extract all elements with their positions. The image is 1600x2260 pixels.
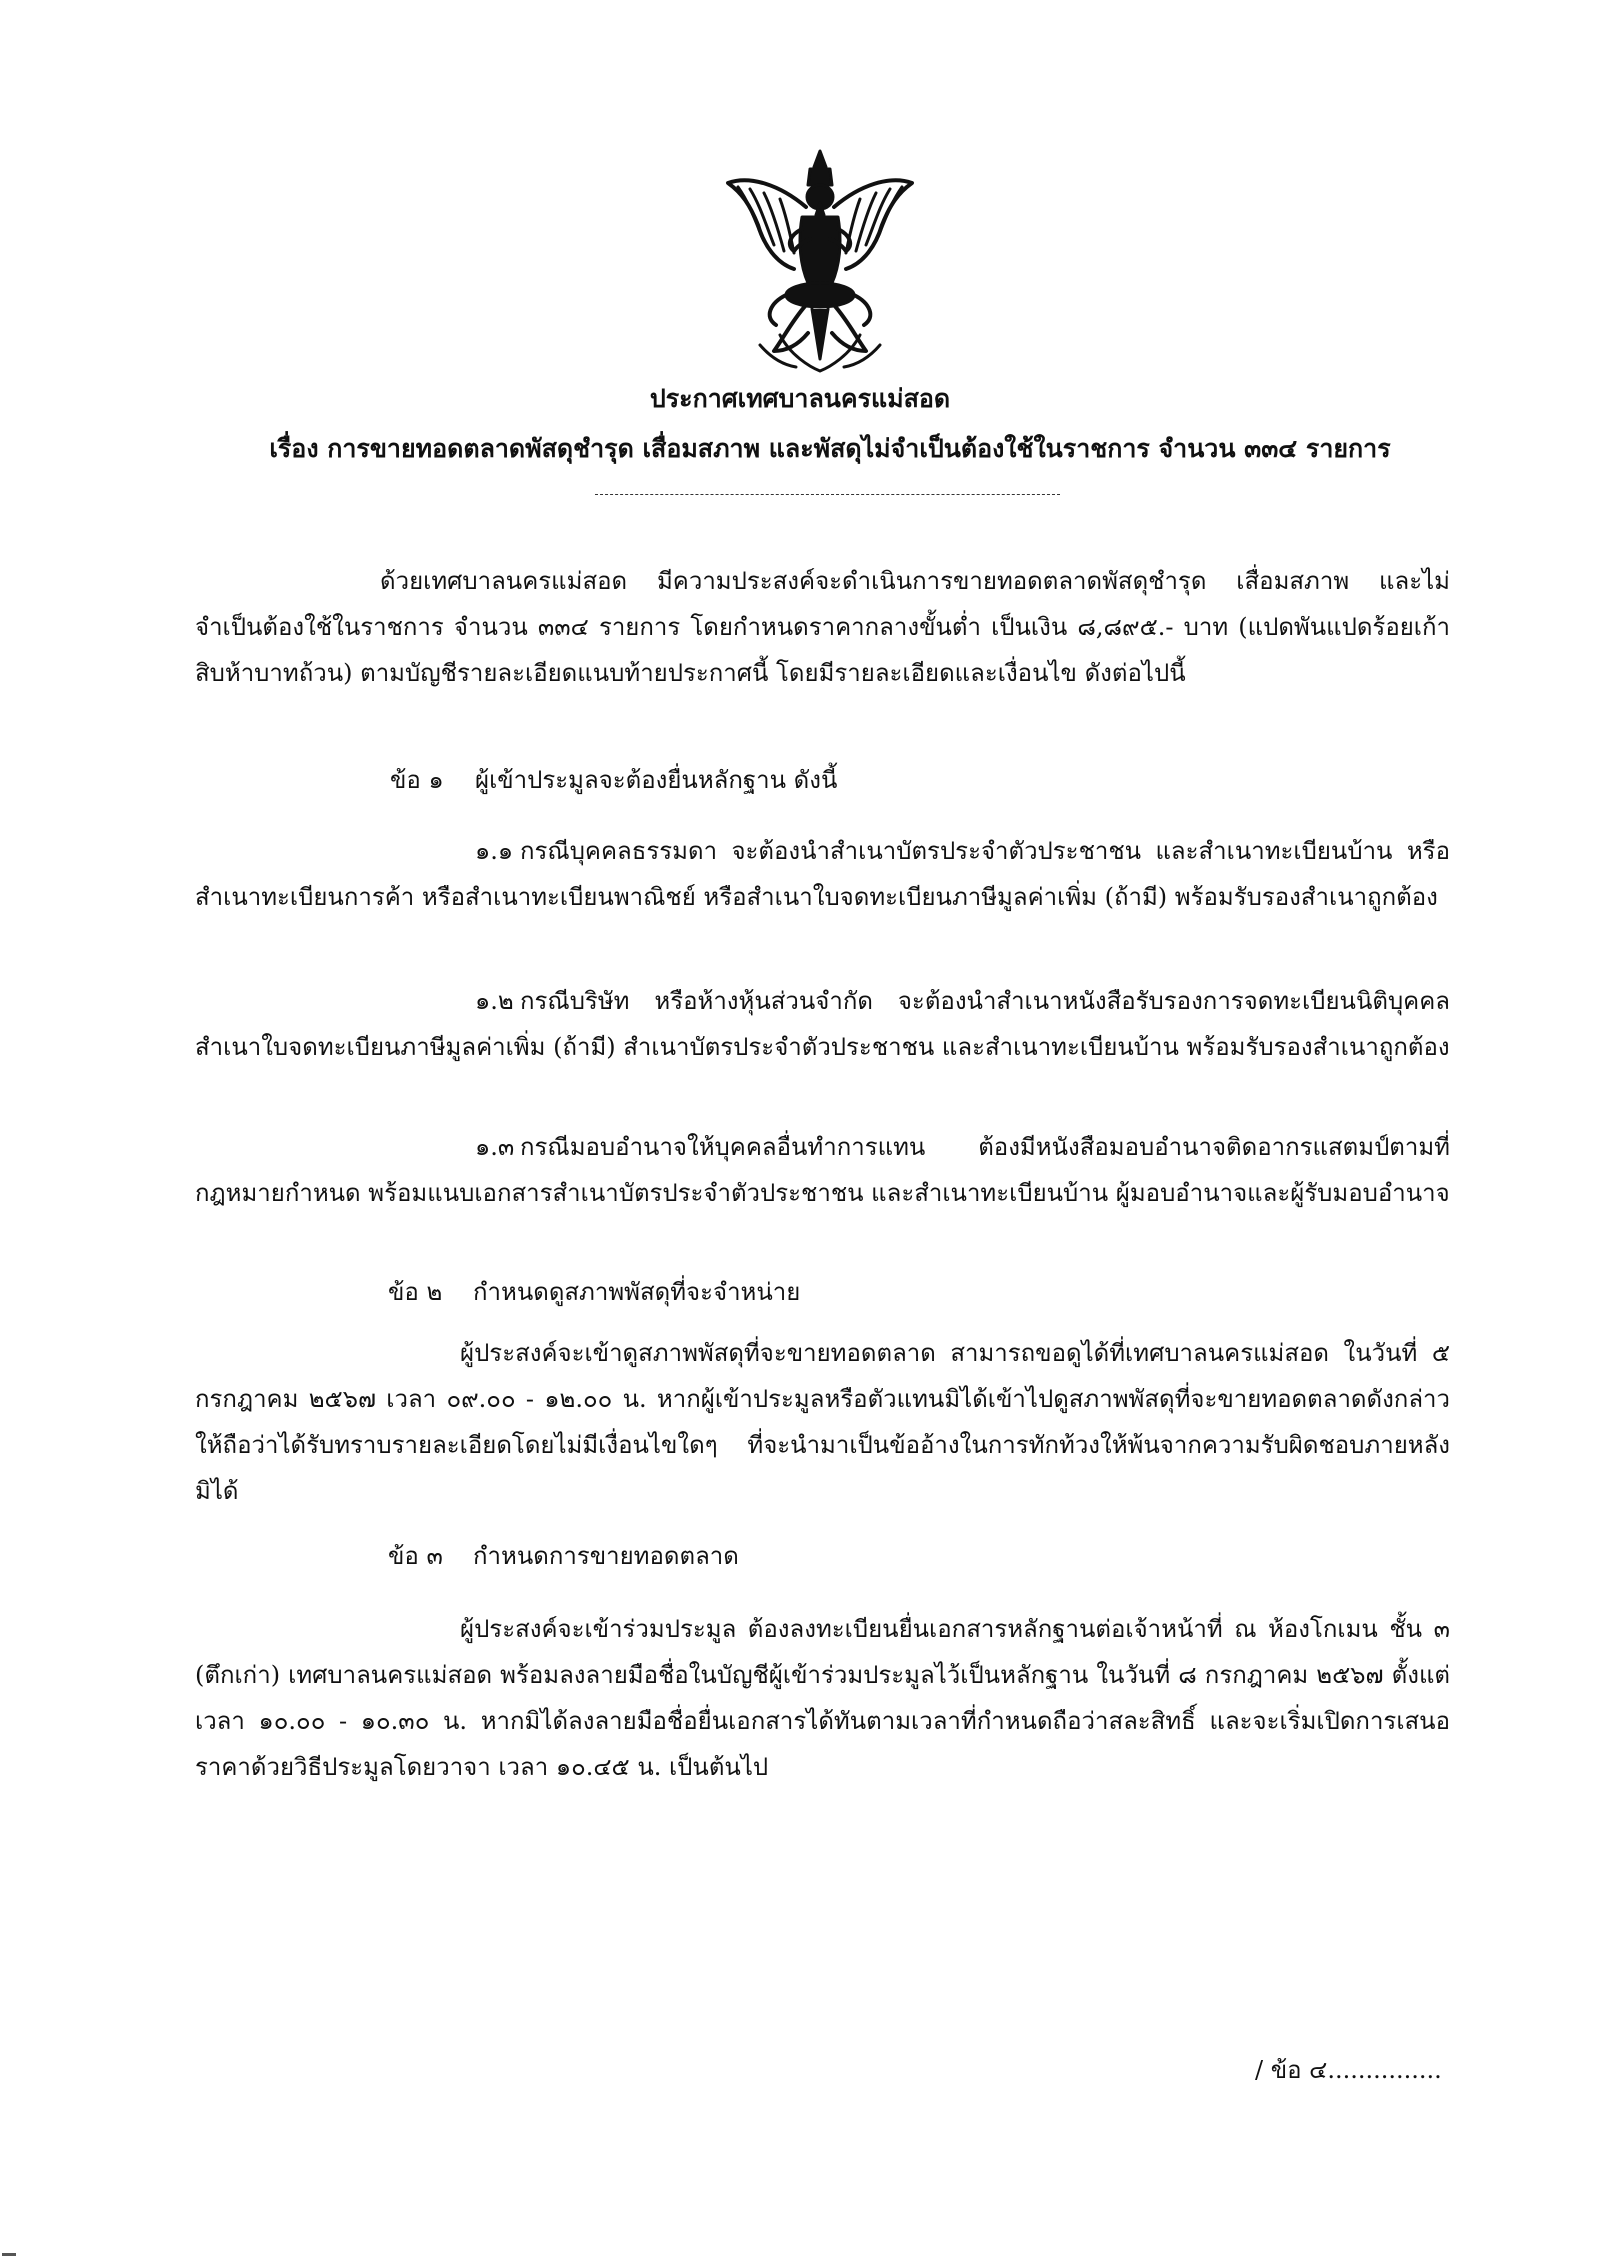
clause-3-text: ผู้ประสงค์จะเข้าร่วมประมูล ต้องลงทะเบียนยื่นเอกสารหลักฐานต่อเจ้าหน้าที่ ณ ห้องโกเมน ชั้น ๓ (ตึกเก่า) เทศบาลนครแม่สอด พร้อมลงลายมือชื่อในบัญชีผู้เข้าร่วมประมูลไว้เป็นหลักฐาน ในวันที่ ๘ กรกฎาคม ๒๕๖๗ ตั้งแต่เวลา ๑๐.๐๐ - ๑๐.๓๐ น. หากมิได้ลงลายมือชื่อยื่นเอกสารได้ทันตามเวลาที่กำหนดถือว่าสละสิทธิ์ และจะเริ่มเปิดการเสนอราคาด้วยวิธีประมูลโดยวาจา เวลา ๑๐.๔๕ น. เป็นต้นไป bbox=[195, 1615, 1450, 1781]
clause-1-3-text: กรณีมอบอำนาจให้บุคคลอื่นทำการแทน ต้องมีหนังสือมอบอำนาจติดอากรแสตมป์ตามที่กฎหมายกำหนด พร้อมแนบเอกสารสำเนาบัตรประจำตัวประชาชน และสำเนาทะเบียนบ้าน ผู้มอบอำนาจและผู้รับมอบอำนาจ bbox=[195, 1133, 1450, 1207]
clause-1-3-number: ๑.๓ bbox=[475, 1133, 515, 1161]
clause-1-number: ข้อ ๑ bbox=[390, 766, 444, 794]
intro-text: ด้วยเทศบาลนครแม่สอด มีความประสงค์จะดำเนินการขายทอดตลาดพัสดุชำรุด เสื่อมสภาพ และไม่จำเป็นต้องใช้ในราชการ จำนวน ๓๓๔ รายการ โดยกำหนดราคากลางขั้นต่ำ เป็นเงิน ๘,๘๙๕.- บาท (แปดพันแปดร้อยเก้าสิบห้าบาทถ้วน) ตามบัญชีรายละเอียดแนบท้ายประกาศนี้ โดยมีรายละเอียดและเงื่อนไข ดังต่อไปนี้ bbox=[195, 567, 1450, 687]
clause-3-heading bbox=[388, 1536, 739, 1576]
clause-1-3 bbox=[195, 1124, 1450, 1216]
clause-3-body bbox=[195, 1606, 1450, 1790]
announcement-subject: เรื่อง การขายทอดตลาดพัสดุชำรุด เสื่อมสภาพ และพัสดุไม่จำเป็นต้องใช้ในราชการ จำนวน ๓๓๔ รายการ bbox=[269, 434, 1391, 463]
scan-mark bbox=[2, 2253, 16, 2256]
title-divider bbox=[595, 494, 1060, 495]
clause-2-text: ผู้ประสงค์จะเข้าดูสภาพพัสดุที่จะขายทอดตลาด สามารถขอดูได้ที่เทศบาลนครแม่สอด ในวันที่ ๕ กรกฎาคม ๒๕๖๗ เวลา ๐๙.๐๐ - ๑๒.๐๐ น. หากผู้เข้าประมูลหรือตัวแทนมิได้เข้าไปดูสภาพพัสดุที่จะขายทอดตลาดดังกล่าว ให้ถือว่าได้รับทราบรายละเอียดโดยไม่มีเงื่อนไขใดๆ ที่จะนำมาเป็นข้ออ้างในการทักท้วงให้พ้นจากความรับผิดชอบภายหลังมิได้ bbox=[195, 1339, 1450, 1505]
clause-3-number: ข้อ ๓ bbox=[388, 1542, 443, 1570]
clause-2-title: กำหนดดูสภาพพัสดุที่จะจำหน่าย bbox=[473, 1278, 801, 1306]
clause-2-number: ข้อ ๒ bbox=[388, 1278, 443, 1306]
clause-1-1-number: ๑.๑ bbox=[475, 837, 514, 865]
clause-2-heading bbox=[388, 1272, 800, 1312]
clause-1-2-number: ๑.๒ bbox=[475, 987, 514, 1015]
clause-1-1-text: กรณีบุคคลธรรมดา จะต้องนำสำเนาบัตรประจำตัวประชาชน และสำเนาทะเบียนบ้าน หรือสำเนาทะเบียนการค้า หรือสำเนาทะเบียนพาณิชย์ หรือสำเนาใบจดทะเบียนภาษีมูลค่าเพิ่ม (ถ้ามี) พร้อมรับรองสำเนาถูกต้อง bbox=[195, 837, 1450, 911]
announcement-title: ประกาศเทศบาลนครแม่สอด bbox=[649, 384, 951, 413]
clause-1-1 bbox=[195, 828, 1450, 920]
clause-1-2 bbox=[195, 978, 1450, 1070]
garuda-emblem-icon bbox=[720, 145, 920, 375]
clause-1-title: ผู้เข้าประมูลจะต้องยื่นหลักฐาน ดังนี้ bbox=[475, 766, 838, 794]
clause-3-title: กำหนดการขายทอดตลาด bbox=[473, 1542, 739, 1570]
clause-2-body bbox=[195, 1330, 1450, 1514]
clause-1-heading bbox=[390, 760, 837, 800]
clause-1-2-text: กรณีบริษัท หรือห้างหุ้นส่วนจำกัด จะต้องนำสำเนาหนังสือรับรองการจดทะเบียนนิติบุคคล สำเนาใบจดทะเบียนภาษีมูลค่าเพิ่ม (ถ้ามี) สำเนาบัตรประจำตัวประชาชน และสำเนาทะเบียนบ้าน พร้อมรับรองสำเนาถูกต้อง bbox=[195, 987, 1450, 1061]
next-page-reference: / ข้อ ๔............... bbox=[1255, 2056, 1442, 2084]
intro-paragraph bbox=[195, 558, 1450, 696]
